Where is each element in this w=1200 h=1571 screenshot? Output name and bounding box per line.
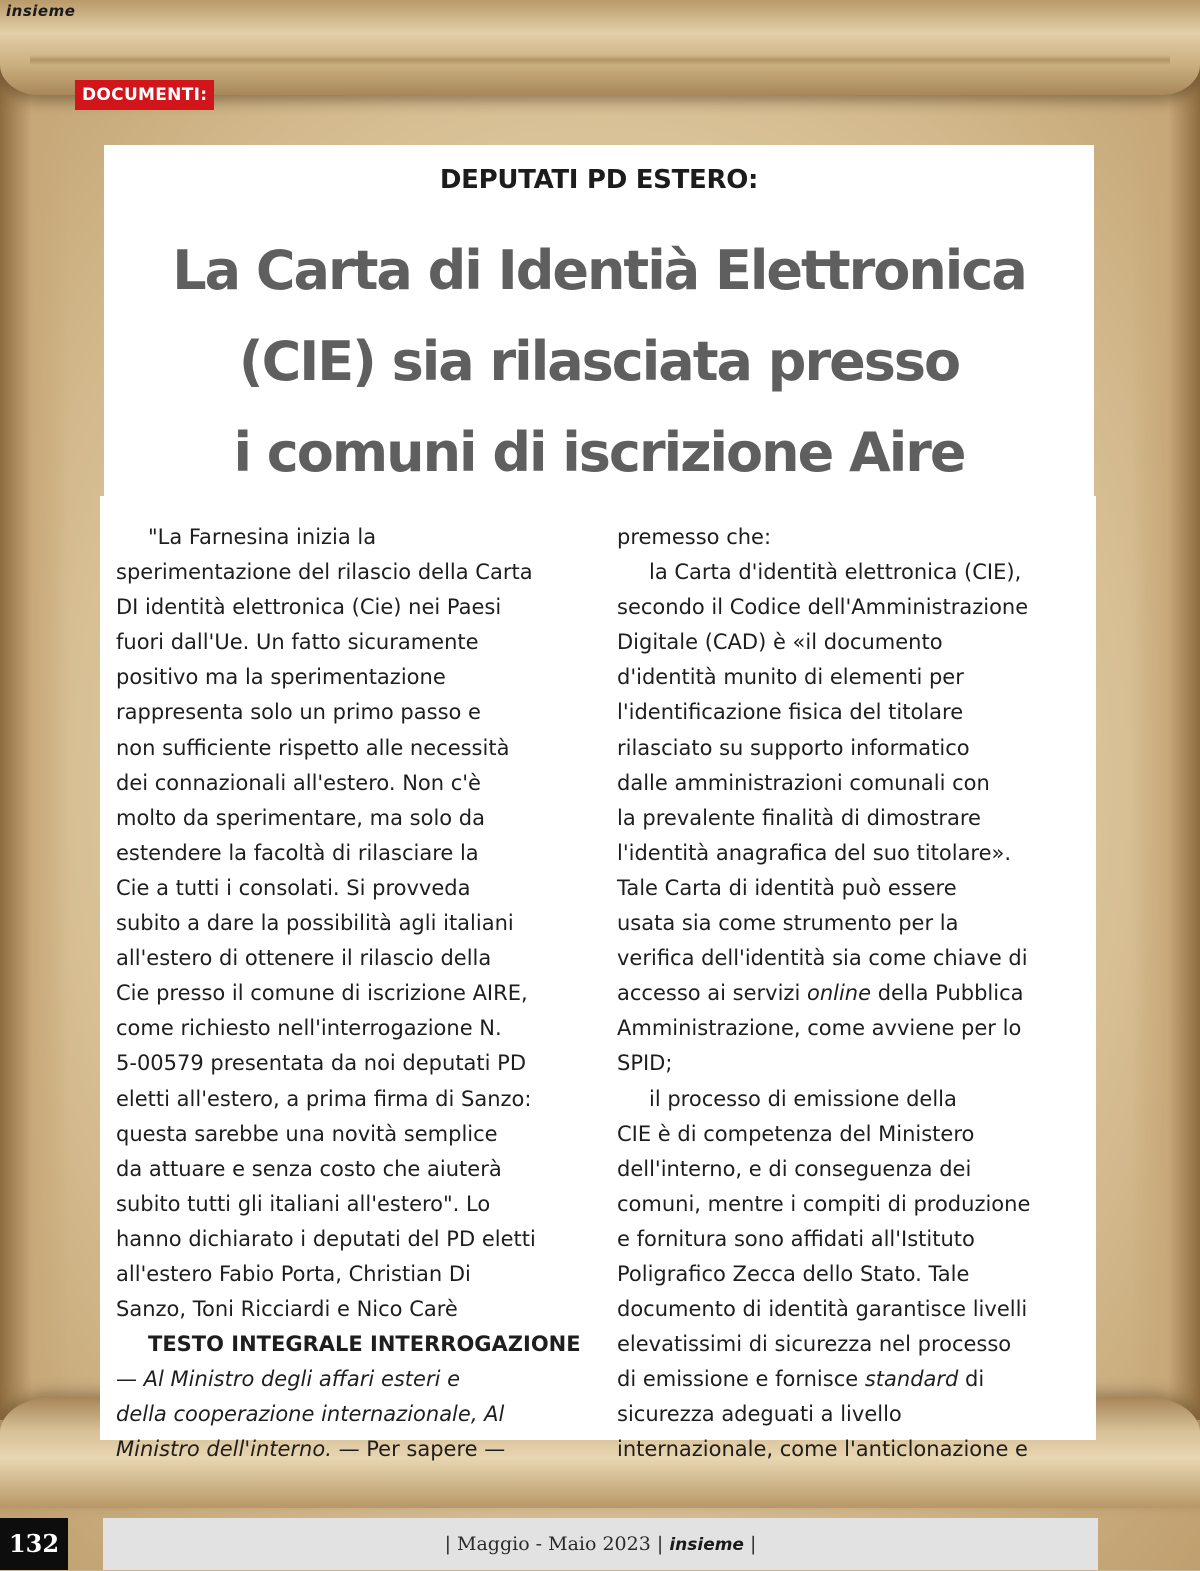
text-fragment: della Pubblica [871, 981, 1024, 1006]
subheading: TESTO INTEGRALE INTERROGAZIONE [148, 1332, 581, 1357]
text-fragment: di emissione e fornisce [617, 1367, 865, 1392]
text-line: sicurezza adeguati a livello [617, 1402, 902, 1427]
text-line: rappresenta solo un primo passo e [116, 700, 481, 725]
text-line [116, 1432, 586, 1467]
text-fragment: online [806, 981, 872, 1006]
text-line [617, 976, 1087, 1011]
text-line: DI identità elettronica (Cie) nei Paesi [116, 595, 502, 620]
text-line: CIE è di competenza del Ministero [617, 1121, 975, 1146]
text-fragment: di [958, 1367, 985, 1392]
text-fragment: — Per sapere — [331, 1437, 506, 1462]
text-line: secondo il Codice dell'Amministrazione [617, 595, 1029, 620]
text-line: l'identificazione fisica del titolare [617, 700, 964, 725]
text-line: subito a dare la possibilità agli italiani [116, 911, 514, 936]
text-line: della cooperazione internazionale, Al [116, 1402, 505, 1427]
text-line: questa sarebbe una novità semplice [116, 1121, 498, 1146]
text-line: estendere la facoltà di rilasciare la [116, 840, 479, 865]
text-line: fuori dall'Ue. Un fatto sicuramente [116, 630, 479, 655]
text-line: SPID; [617, 1051, 673, 1076]
footer-brand-logo: insieme [669, 1535, 744, 1555]
parchment-right-edge [1130, 60, 1200, 1420]
text-line: la prevalente finalità di dimostrare [617, 805, 981, 830]
text-line: la Carta d'identità elettronica (CIE), [649, 560, 1022, 585]
text-line: elevatissimi di sicurezza nel processo [617, 1332, 1012, 1357]
text-line: Digitale (CAD) è «il documento [617, 630, 943, 655]
text-line: d'identità munito di elementi per [617, 665, 964, 690]
text-line: all'estero Fabio Porta, Christian Di [116, 1261, 471, 1286]
text-line: l'identità anagrafica del suo titolare». [617, 840, 1012, 865]
headline-line: La Carta di Identià Elettronica [172, 239, 1026, 302]
title-panel [104, 145, 1094, 500]
text-line: comuni, mentre i compiti di produzione [617, 1191, 1031, 1216]
headline-line: i comuni di iscrizione Aire [233, 421, 965, 484]
text-line: hanno dichiarato i deputati del PD eletti [116, 1226, 536, 1251]
article-body [100, 496, 1096, 1462]
text-line: 5-00579 presentata da noi deputati PD [116, 1051, 527, 1076]
text-line: e fornitura sono affidati all'Istituto [617, 1226, 975, 1251]
text-line: da attuare e senza costo che aiuterà [116, 1156, 502, 1181]
text-line: eletti all'estero, a prima firma di Sanzo: [116, 1086, 532, 1111]
text-line: "La Farnesina inizia la [148, 525, 377, 549]
text-column-left [116, 520, 586, 1468]
text-fragment: standard [864, 1367, 959, 1392]
page-footer [0, 1518, 1200, 1570]
text-line: molto da sperimentare, ma solo da [116, 805, 486, 830]
text-line: il processo di emissione della [649, 1086, 957, 1111]
footer-bar [103, 1518, 1098, 1570]
parchment-left-edge [0, 60, 70, 1420]
text-line: dei connazionali all'estero. Non c'è [116, 770, 481, 795]
text-line: sperimentazione del rilascio della Carta [116, 560, 533, 585]
issue-date: | Maggio - Maio 2023 | [444, 1533, 664, 1555]
text-line: subito tutti gli italiani all'estero". Lo [116, 1191, 491, 1216]
text-line: Cie presso il comune di iscrizione AIRE, [116, 981, 528, 1006]
section-tag: DOCUMENTI: [75, 80, 214, 110]
article-kicker: DEPUTATI PD ESTERO: [439, 165, 759, 195]
text-line: Amministrazione, come avviene per lo [617, 1016, 1022, 1041]
text-line: Sanzo, Toni Ricciardi e Nico Carè [116, 1297, 458, 1322]
text-line: dell'interno, e di conseguenza dei [617, 1156, 972, 1181]
text-line: documento di identità garantisce livelli [617, 1297, 1028, 1322]
text-line: usata sia come strumento per la [617, 911, 959, 936]
text-line: come richiesto nell'interrogazione N. [116, 1016, 502, 1041]
text-line: Poligrafico Zecca dello Stato. Tale [617, 1261, 970, 1286]
footer-end-bar: | [750, 1533, 757, 1555]
text-line: positivo ma la sperimentazione [116, 665, 446, 690]
text-line: dalle amministrazioni comunali con [617, 770, 990, 795]
text-line: Cie a tutti i consolati. Si provveda [116, 875, 471, 900]
article-headline [104, 225, 1094, 498]
footer-text [103, 1518, 1098, 1570]
text-line: rilasciato su supporto informatico [617, 735, 970, 760]
text-line: verifica dell'identità sia come chiave di [617, 946, 1028, 971]
headline-line: (CIE) sia rilasciata presso [238, 330, 960, 393]
page-number: 132 [0, 1518, 68, 1570]
text-line [617, 1362, 1087, 1397]
text-line: non sufficiente rispetto alle necessità [116, 735, 510, 760]
brand-logo: insieme [6, 2, 76, 20]
text-line: internazionale, come l'anticlonazione e [617, 1437, 1028, 1462]
text-fragment: Ministro dell'interno. [116, 1437, 332, 1462]
text-column-right [617, 520, 1087, 1468]
text-line: Tale Carta di identità può essere [617, 875, 957, 900]
text-line: — Al Ministro degli affari esteri e [116, 1367, 461, 1392]
text-line: premesso che: [617, 525, 772, 549]
text-line: all'estero di ottenere il rilascio della [116, 946, 492, 971]
text-fragment: accesso ai servizi [617, 981, 807, 1006]
